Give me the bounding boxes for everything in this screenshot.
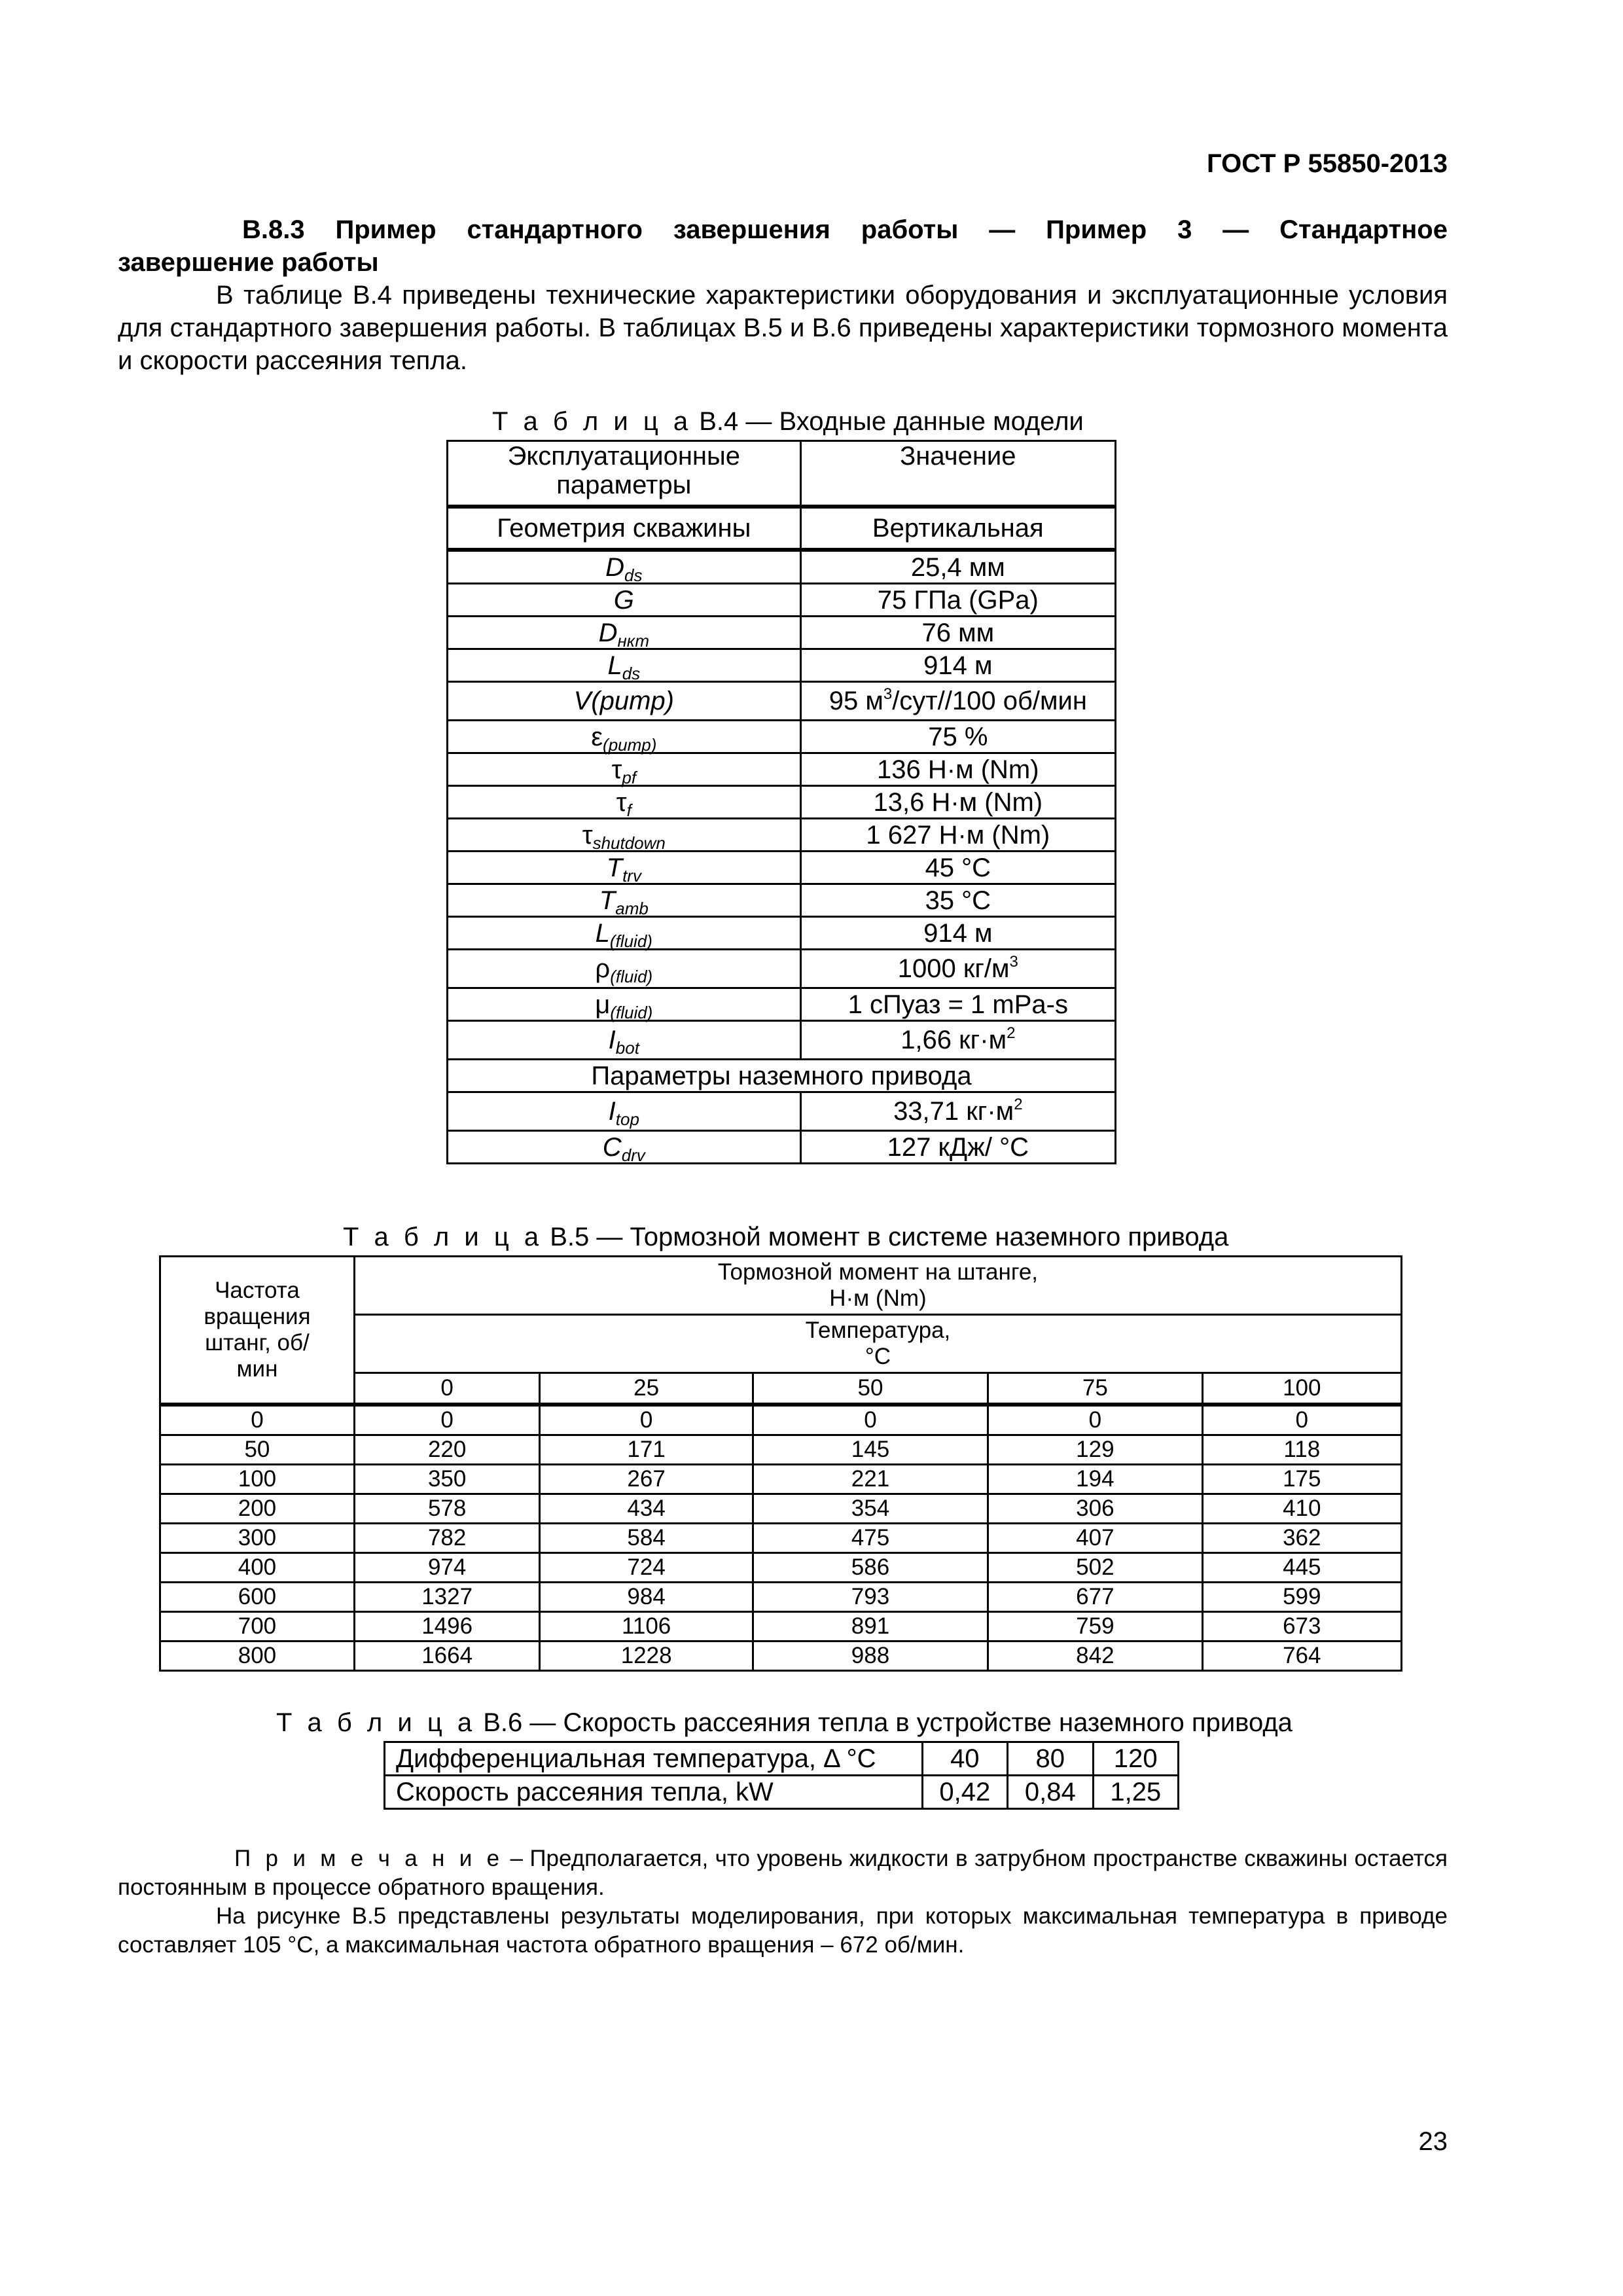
- table-b4-value-cell: [800, 584, 1115, 617]
- table-b6-caption: [276, 1708, 1293, 1738]
- param-symbol: D: [598, 618, 618, 647]
- table-b5-row: [160, 1494, 1402, 1524]
- param-value: 914 м: [923, 651, 993, 680]
- table-b4-row: [448, 617, 1116, 649]
- param-subscript: pf: [622, 767, 637, 787]
- table-b5-row: [160, 1612, 1402, 1641]
- table-b5-moment-cell: 171: [540, 1435, 753, 1465]
- table-b4-param-cell: [448, 682, 801, 721]
- param-value-exponent: 2: [1007, 1024, 1016, 1042]
- table-b5-moment-cell: 1106: [540, 1612, 753, 1641]
- section-heading-line2: завершение работы: [118, 248, 379, 277]
- table-b4-param-cell: [448, 753, 801, 786]
- table-b5-temperature-line1: Температура,: [805, 1318, 951, 1343]
- table-b5-temperature-cell: 100: [1202, 1373, 1401, 1405]
- table-b4: [446, 440, 1116, 1164]
- param-subscript: drv: [621, 1145, 645, 1165]
- table-b4-value-cell: [800, 852, 1115, 884]
- table-b5-moment-cell: 220: [354, 1435, 540, 1465]
- table-b4-row: [448, 682, 1116, 721]
- param-subscript: (fluid): [610, 967, 653, 986]
- table-b4-value-cell: [800, 682, 1115, 721]
- table-b6-cell: 0,84: [1008, 1776, 1093, 1809]
- param-value: 13,6 Н·м (Nm): [873, 787, 1043, 817]
- table-b4-row: [448, 584, 1116, 617]
- table-b5-moment-cell: 362: [1202, 1524, 1401, 1553]
- table-b4-value-cell: [800, 988, 1115, 1021]
- table-b5-moment-cell: 584: [540, 1524, 753, 1553]
- param-value: 75 %: [928, 722, 988, 751]
- table-b4-param-cell: [448, 852, 801, 884]
- table-b5-moment-cell: 988: [753, 1641, 988, 1671]
- table-b5-moment-cell: 1228: [540, 1641, 753, 1671]
- table-b4-geometry-value: Вертикальная: [800, 507, 1115, 550]
- table-b4-param-cell: [448, 1131, 801, 1164]
- section-heading: [118, 213, 1448, 279]
- table-b5-moment-cell: 410: [1202, 1494, 1401, 1524]
- table-b4-caption-text: В.4 — Входные данные модели: [699, 407, 1084, 436]
- table-b6-row-rate: [385, 1776, 1179, 1809]
- table-b5-header-row-1: [160, 1257, 1402, 1315]
- table-b4-row: [448, 988, 1116, 1021]
- param-value: 35 °C: [925, 886, 991, 915]
- param-subscript: ds: [624, 565, 643, 585]
- param-value-rest: /сут//100 об/мин: [892, 687, 1087, 715]
- page-number: 23: [1418, 2127, 1448, 2156]
- intro-paragraph: В таблице В.4 приведены технические характеристики оборудования и эксплуатационные условия для стандартного завершения работы. В таблицах В.5 и В.6 приведены характеристики тормозного момента и скорости рассеяния тепла.: [118, 281, 1448, 375]
- table-b5-speed-cell: 0: [160, 1405, 355, 1435]
- table-b5-row: [160, 1641, 1402, 1671]
- param-symbol: L: [595, 918, 610, 948]
- table-b5-moment-cell: 0: [753, 1405, 988, 1435]
- table-b4-row: [448, 1131, 1116, 1164]
- table-b4-geometry-label: Геометрия скважины: [448, 507, 801, 550]
- table-b4-param-cell: [448, 819, 801, 852]
- table-b5: [159, 1255, 1402, 1672]
- param-value: 33,71 кг·м: [893, 1097, 1014, 1126]
- result-paragraph: На рисунке В.5 представлены результаты моделирования, при которых максимальная температура в приводе составляет 105 °С, а максимальная частота обратного вращения – 672 об/мин.: [118, 1903, 1448, 1958]
- table-b5-row: [160, 1583, 1402, 1612]
- table-b4-param-cell: [448, 884, 801, 917]
- table-b5-speed-cell: 200: [160, 1494, 355, 1524]
- table-b4-param-cell: [448, 988, 801, 1021]
- table-b6-cell: 1,25: [1093, 1776, 1178, 1809]
- param-value: 1 627 Н·м (Nm): [866, 820, 1050, 850]
- table-b5-speed-cell: 100: [160, 1465, 355, 1494]
- table-b5-temperature-cell: 0: [354, 1373, 540, 1405]
- param-symbol: τ: [582, 820, 593, 850]
- param-symbol: C: [602, 1132, 622, 1162]
- table-b4-row: [448, 721, 1116, 753]
- table-b5-moment-cell: 586: [753, 1553, 988, 1583]
- table-b5-moment-cell: 1496: [354, 1612, 540, 1641]
- param-symbol: μ: [595, 990, 611, 1019]
- table-b4-row: [448, 950, 1116, 988]
- table-b5-moment-cell: 578: [354, 1494, 540, 1524]
- table-b4-row: [448, 753, 1116, 786]
- table-b5-moment-cell: 782: [354, 1524, 540, 1553]
- table-b5-moment-cell: 793: [753, 1583, 988, 1612]
- param-symbol: I: [608, 1026, 616, 1054]
- table-b5-moment-cell: 1327: [354, 1583, 540, 1612]
- table-b5-temperature-cell: 25: [540, 1373, 753, 1405]
- table-b5-temperature-cell: 50: [753, 1373, 988, 1405]
- param-subscript: trv: [622, 865, 641, 886]
- table-b5-temperature-line2: °С: [865, 1344, 891, 1369]
- table-b5-header-temperature: [354, 1315, 1401, 1373]
- param-symbol: D: [605, 552, 625, 582]
- table-b5-moment-cell: 475: [753, 1524, 988, 1553]
- table-b6-cell: 120: [1093, 1742, 1178, 1776]
- table-b6-row-temperature: [385, 1742, 1179, 1776]
- table-b4-value-cell: [800, 1131, 1115, 1164]
- table-b5-moment-cell: 145: [753, 1435, 988, 1465]
- table-b4-header-param: Эксплуатационные параметры: [448, 441, 801, 507]
- table-b4-value-cell: [800, 617, 1115, 649]
- section-heading-line1: В.8.3 Пример стандартного завершения работы — Пример 3 — Стандартное: [242, 215, 1448, 244]
- standard-code: ГОСТ Р 55850-2013: [1206, 149, 1448, 178]
- table-b6-cell: 80: [1008, 1742, 1093, 1776]
- param-subscript: (fluid): [610, 1002, 653, 1022]
- param-symbol: T: [606, 853, 623, 882]
- table-b4-value-cell: [800, 819, 1115, 852]
- table-b5-moment-cell: 118: [1202, 1435, 1401, 1465]
- param-symbol: τ: [611, 755, 622, 784]
- param-subscript: bot: [615, 1038, 639, 1058]
- table-b4-row: [448, 649, 1116, 682]
- table-b5-moment-cell: 764: [1202, 1641, 1401, 1671]
- table-b5-header-speed: Частота вращения штанг, об/мин: [160, 1257, 355, 1405]
- note-paragraph: [118, 1844, 1448, 1902]
- table-b5-row: [160, 1524, 1402, 1553]
- table-b5-caption-prefix: Т а б л и ц а: [343, 1223, 543, 1251]
- param-value: 914 м: [923, 918, 993, 948]
- table-b5-moment-cell: 221: [753, 1465, 988, 1494]
- table-b5-moment-cell: 306: [988, 1494, 1202, 1524]
- table-b4-param-cell: [448, 721, 801, 753]
- table-b5-speed-cell: 50: [160, 1435, 355, 1465]
- table-b5-moment-cell: 175: [1202, 1465, 1401, 1494]
- table-b5-speed-cell: 600: [160, 1583, 355, 1612]
- table-b5-moment-cell: 502: [988, 1553, 1202, 1583]
- table-b4-surface-drive-row: [448, 1060, 1116, 1092]
- param-symbol: τ: [616, 787, 627, 817]
- table-b5-moment-cell: 0: [354, 1405, 540, 1435]
- table-b4-param-cell: [448, 786, 801, 819]
- table-b4-param-cell: [448, 917, 801, 950]
- param-value: 127 кДж/ °C: [887, 1132, 1029, 1162]
- param-value: 75 ГПа (GPa): [877, 585, 1039, 615]
- table-b5-speed-cell: 800: [160, 1641, 355, 1671]
- table-b5-row: [160, 1465, 1402, 1494]
- table-b5-moment-line2: Н·м (Nm): [829, 1285, 927, 1311]
- table-b5-moment-cell: 445: [1202, 1553, 1401, 1583]
- param-value: 1000 кг/м: [897, 954, 1010, 983]
- param-subscript: top: [615, 1109, 639, 1129]
- table-b4-row: [448, 884, 1116, 917]
- table-b6-caption-prefix: Т а б л и ц а: [276, 1708, 476, 1737]
- table-b5-moment-cell: 673: [1202, 1612, 1401, 1641]
- param-subscript: f: [626, 800, 632, 820]
- table-b5-moment-cell: 129: [988, 1435, 1202, 1465]
- param-symbol: T: [599, 886, 616, 915]
- table-b6-rate-label: Скорость рассеяния тепла, kW: [385, 1776, 923, 1809]
- table-b5-moment-cell: 984: [540, 1583, 753, 1612]
- param-value: 45 °C: [925, 853, 991, 882]
- table-b5-temperature-cell: 75: [988, 1373, 1202, 1405]
- table-b5-moment-cell: 0: [988, 1405, 1202, 1435]
- param-value: 76 мм: [921, 618, 995, 647]
- table-b4-value-cell: [800, 721, 1115, 753]
- table-b4-header-value: Значение: [800, 441, 1115, 507]
- param-subscript: ds: [622, 663, 641, 683]
- table-b5-moment-cell: 267: [540, 1465, 753, 1494]
- table-b4-value-cell: [800, 884, 1115, 917]
- table-b5-moment-cell: 842: [988, 1641, 1202, 1671]
- table-b4-value-cell: [800, 917, 1115, 950]
- param-value: 95 м: [829, 687, 883, 715]
- table-b4-value-cell: [800, 550, 1115, 584]
- param-symbol: L: [607, 651, 622, 680]
- table-b5-speed-cell: 300: [160, 1524, 355, 1553]
- param-subscript: (pump): [603, 734, 657, 755]
- table-b5-moment-cell: 1664: [354, 1641, 540, 1671]
- param-value: 1,66 кг·м: [901, 1026, 1007, 1054]
- table-b4-header-row: [448, 441, 1116, 507]
- table-b4-param-cell: [448, 1092, 801, 1131]
- table-b4-row: [448, 819, 1116, 852]
- table-b4-value-cell: [800, 950, 1115, 988]
- table-b6-caption-text: В.6 — Скорость рассеяния тепла в устройстве наземного привода: [483, 1708, 1293, 1737]
- table-b6: [383, 1741, 1179, 1810]
- table-b4-row: [448, 917, 1116, 950]
- table-b4-param-cell: [448, 550, 801, 584]
- param-value: 1 сПуаз = 1 mPa-s: [847, 990, 1068, 1019]
- param-symbol: G: [613, 585, 634, 615]
- table-b5-moment-cell: 724: [540, 1553, 753, 1583]
- table-b4-param-cell: [448, 950, 801, 988]
- param-subscript: нкт: [617, 630, 650, 651]
- table-b5-moment-cell: 891: [753, 1612, 988, 1641]
- table-b5-moment-cell: 194: [988, 1465, 1202, 1494]
- table-b4-row: [448, 786, 1116, 819]
- param-value-exponent: 2: [1014, 1096, 1023, 1113]
- table-b4-geometry-row: [448, 507, 1116, 550]
- note-text: – Предполагается, что уровень жидкости в затрубном пространстве скважины остается постоянным в процессе обратного вращения.: [118, 1846, 1448, 1900]
- param-symbol: V(pump): [573, 687, 674, 715]
- table-b4-caption: [492, 407, 1084, 437]
- table-b4-caption-prefix: Т а б л и ц а: [492, 407, 692, 436]
- table-b5-speed-cell: 400: [160, 1553, 355, 1583]
- table-b5-moment-cell: 599: [1202, 1583, 1401, 1612]
- table-b4-param-cell: [448, 649, 801, 682]
- note-prefix: П р и м е ч а н и е: [234, 1846, 504, 1871]
- table-b4-value-cell: [800, 1092, 1115, 1131]
- table-b4-param-cell: [448, 1021, 801, 1060]
- table-b5-moment-cell: 759: [988, 1612, 1202, 1641]
- param-symbol: I: [608, 1097, 616, 1126]
- table-b5-row: [160, 1405, 1402, 1435]
- param-symbol: ρ: [595, 954, 611, 983]
- table-b4-value-cell: [800, 786, 1115, 819]
- table-b5-header-moment: [354, 1257, 1401, 1315]
- table-b4-row: [448, 1021, 1116, 1060]
- param-symbol: ε: [591, 722, 603, 751]
- table-b4-row: [448, 1092, 1116, 1131]
- table-b4-value-cell: [800, 649, 1115, 682]
- table-b4-param-cell: [448, 617, 801, 649]
- table-b6-cell: 40: [922, 1742, 1007, 1776]
- table-b4-value-cell: [800, 753, 1115, 786]
- param-value: 25,4 мм: [910, 552, 1005, 582]
- table-b5-moment-line1: Тормозной момент на штанге,: [717, 1259, 1039, 1285]
- param-subscript: (fluid): [609, 931, 652, 951]
- param-subscript: amb: [615, 898, 649, 918]
- table-b4-value-cell: [800, 1021, 1115, 1060]
- table-b5-moment-cell: 354: [753, 1494, 988, 1524]
- param-value-exponent: 3: [883, 685, 893, 703]
- table-b5-moment-cell: 974: [354, 1553, 540, 1583]
- table-b6-cell: 0,42: [922, 1776, 1007, 1809]
- table-b5-moment-cell: 407: [988, 1524, 1202, 1553]
- table-b4-row: [448, 550, 1116, 584]
- param-value: 136 Н·м (Nm): [877, 755, 1039, 784]
- table-b5-row: [160, 1553, 1402, 1583]
- table-b5-caption: [343, 1223, 1228, 1252]
- table-b5-caption-text: В.5 — Тормозной момент в системе наземного привода: [550, 1223, 1229, 1251]
- table-b6-temperature-label: Дифференциальная температура, Δ °С: [385, 1742, 923, 1776]
- table-b5-moment-cell: 677: [988, 1583, 1202, 1612]
- table-b5-moment-cell: 0: [1202, 1405, 1401, 1435]
- table-b5-moment-cell: 350: [354, 1465, 540, 1494]
- table-b5-speed-cell: 700: [160, 1612, 355, 1641]
- table-b4-param-cell: [448, 584, 801, 617]
- table-b5-row: [160, 1435, 1402, 1465]
- table-b5-moment-cell: 434: [540, 1494, 753, 1524]
- param-value-exponent: 3: [1009, 953, 1018, 971]
- table-b5-moment-cell: 0: [540, 1405, 753, 1435]
- param-subscript: shutdown: [592, 833, 666, 853]
- table-b4-row: [448, 852, 1116, 884]
- table-b4-surface-drive-label: Параметры наземного привода: [448, 1060, 1116, 1092]
